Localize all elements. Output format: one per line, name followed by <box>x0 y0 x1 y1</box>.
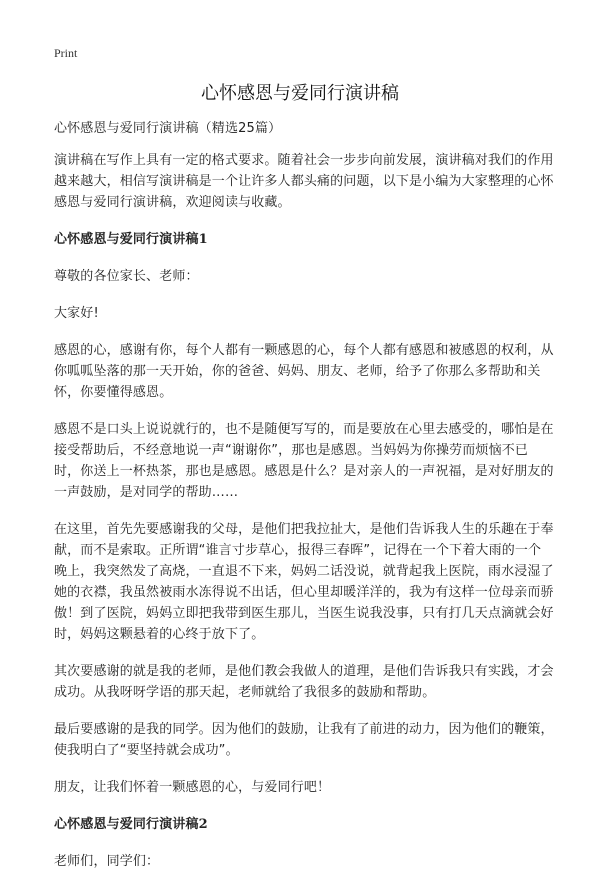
article-subtitle: 心怀感恩与爱同行演讲稿（精选25篇） <box>54 121 282 136</box>
section-1-paragraph: 尊敬的各位家长、老师： <box>54 269 199 284</box>
section-1-paragraph: 在这里，首先先要感谢我的父母，是他们把我拉扯大，是他们告诉我人生的乐趣在于奉献，而不是索取。正所谓“谁言寸步草心，报得三春晖”，记得在一个下着大雨的一个晚上，我突然发了高烧，一直退不下来，妈妈二话没说，就背起我上医院，雨水浸湿了她的衣襟，我虽然被雨水冻得说不出话，但心里却暖洋洋的，我为有这样一位母亲而骄傲！到了医院，妈妈立即把我带到医生那儿，当医生说我没事，只有打几天点滴就会好时，妈妈这颗悬着的心终于放下了。 <box>54 522 554 642</box>
section-1-paragraph: 最后要感谢的是我的同学。因为他们的鼓励，让我有了前进的动力，因为他们的鞭策，使我明白了“要坚持就会成功”。 <box>54 722 554 758</box>
section-1-paragraph: 大家好! <box>54 306 99 321</box>
print-link[interactable]: Print <box>54 46 78 60</box>
page-title: 心怀感恩与爱同行演讲稿 <box>201 83 399 104</box>
section-1-paragraph: 感恩的心，感谢有你，每个人都有一颗感恩的心，每个人都有感恩和被感恩的权利，从你呱呱坠落的那一天开始，你的爸爸、妈妈、朋友、老师，给予了你那么多帮助和关怀，你要懂得感恩。 <box>54 343 554 400</box>
intro-paragraph: 演讲稿在写作上具有一定的格式要求。随着社会一步步向前发展，演讲稿对我们的作用越来越大，相信写演讲稿是一个让许多人都头痛的问题，以下是小编为大家整理的心怀感恩与爱同行演讲稿，欢迎阅读与收藏。 <box>54 153 554 210</box>
section-2-paragraph: 老师们，同学们： <box>54 854 160 869</box>
section-1-paragraph: 朋友，让我们怀着一颗感恩的心，与爱同行吧！ <box>54 780 331 795</box>
section-2-heading: 心怀感恩与爱同行演讲稿2 <box>54 817 208 832</box>
section-1-paragraph: 感恩不是口头上说说就行的，也不是随便写写的，而是要放在心里去感受的，哪怕是在接受帮助后，不经意地说一声“谢谢你”，那也是感恩。当妈妈为你操劳而烦恼不已时，你送上一杯热茶，那也是感恩。感恩是什么？是对亲人的一声祝福，是对好朋友的一声鼓励，是对同学的帮助…… <box>54 422 554 500</box>
article-body <box>54 118 554 888</box>
section-1-paragraph: 其次要感谢的就是我的老师，是他们教会我做人的道理，是他们告诉我只有实践，才会成功。从我呀呀学语的那天起，老师就给了我很多的鼓励和帮助。 <box>54 664 554 700</box>
section-1-heading: 心怀感恩与爱同行演讲稿1 <box>54 232 208 247</box>
